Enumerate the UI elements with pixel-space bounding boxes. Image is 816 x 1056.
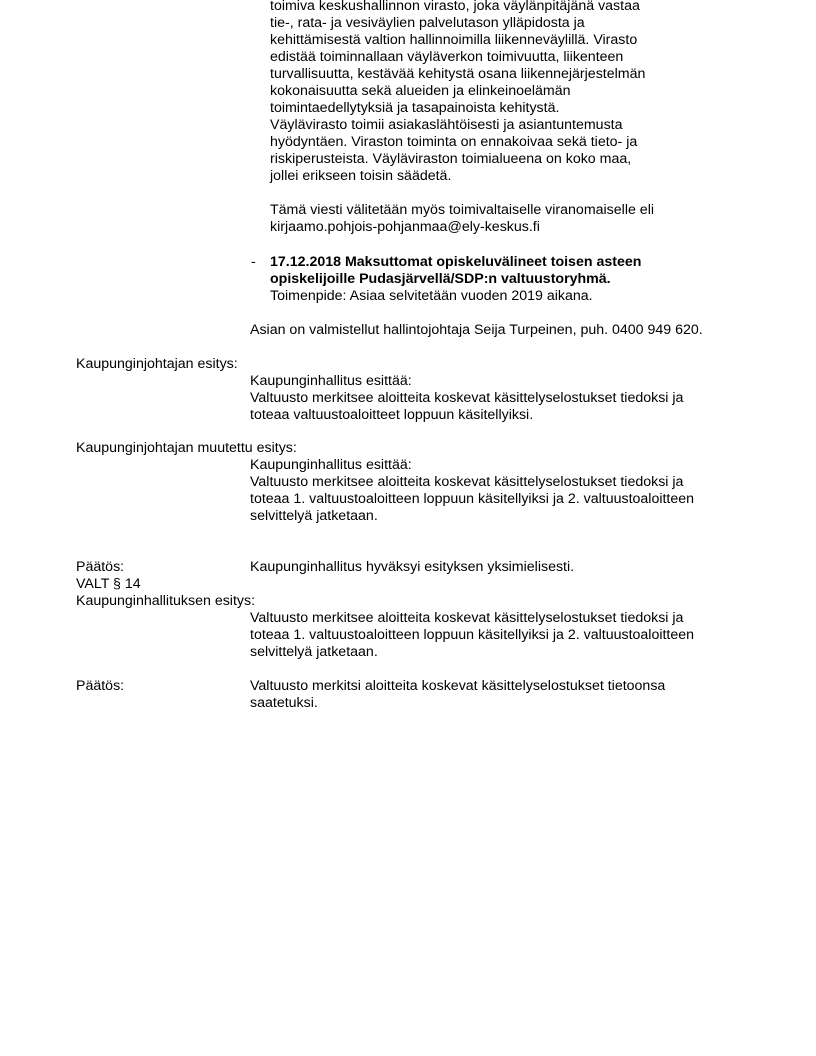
decision-label: Päätös: <box>76 678 125 694</box>
body-text-line: tie-, rata- ja vesiväylien palvelutason ylläpidosta ja <box>270 15 585 31</box>
body-text-line: toimiva keskushallinnon virasto, joka väylänpitäjänä vastaa <box>270 0 640 14</box>
proposal-text-line: Valtuusto merkitsee aloitteita koskevat käsittelyselostukset tiedoksi ja <box>250 610 684 626</box>
proposal-text-line: selvittelyä jatketaan. <box>250 644 378 660</box>
proposal-text-line: Kaupunginhallitus esittää: <box>250 373 412 389</box>
decision-text-line: saatetuksi. <box>250 695 318 711</box>
body-text-line: turvallisuutta, kestävää kehitystä osana liikennejärjestelmän <box>270 66 646 82</box>
body-text-line: toimintaedellytyksiä ja tasapainoista kehitystä. <box>270 100 560 116</box>
decision-label: Päätös: <box>76 559 125 575</box>
proposal-text-line: Kaupunginhallitus esittää: <box>250 457 412 473</box>
body-text-line: jollei erikseen toisin säädetä. <box>270 168 452 184</box>
item-title-line: 17.12.2018 Maksuttomat opiskeluvälineet toisen asteen <box>270 254 642 270</box>
proposal-text-line: Valtuusto merkitsee aloitteita koskevat käsittelyselostukset tiedoksi ja <box>250 390 684 406</box>
item-action: Toimenpide: Asiaa selvitetään vuoden 2019 aikana. <box>270 288 593 304</box>
proposal-label: Kaupunginjohtajan esitys: <box>76 356 238 372</box>
proposal-text-line: toteaa 1. valtuustoaloitteen loppuun käsitellyiksi ja 2. valtuustoaloitteen <box>250 491 695 507</box>
body-text-line: edistää toiminnallaan väyläverkon toimivuutta, liikenteen <box>270 49 624 65</box>
body-text-line: Väylävirasto toimii asiakaslähtöisesti ja asiantuntemusta <box>270 117 623 133</box>
body-text-line: Tämä viesti välitetään myös toimivaltaiselle viranomaiselle eli <box>270 202 654 218</box>
section-number: VALT § 14 <box>76 576 141 592</box>
body-text-line: kehittämisestä valtion hallinnoimilla liikenneväylillä. Virasto <box>270 32 638 48</box>
proposal-text-line: selvittelyä jatketaan. <box>250 508 378 524</box>
body-text-line: riskiperusteista. Väyläviraston toimialueena on koko maa, <box>270 151 632 167</box>
list-dash: - <box>251 254 256 270</box>
proposal-text-line: toteaa 1. valtuustoaloitteen loppuun käsitellyiksi ja 2. valtuustoaloitteen <box>250 627 695 643</box>
proposal-label: Kaupunginhallituksen esitys: <box>76 593 256 609</box>
proposal-label: Kaupunginjohtajan muutettu esitys: <box>76 440 297 456</box>
email-address: kirjaamo.pohjois-pohjanmaa@ely-keskus.fi <box>270 219 540 235</box>
decision-text: Kaupunginhallitus hyväksyi esityksen yksimielisesti. <box>250 559 575 575</box>
body-text-line: kokonaisuutta sekä alueiden ja elinkeinoelämän <box>270 83 571 99</box>
decision-text-line: Valtuusto merkitsi aloitteita koskevat käsittelyselostukset tietoonsa <box>250 678 666 694</box>
prepared-by: Asian on valmistellut hallintojohtaja Seija Turpeinen, puh. 0400 949 620. <box>250 322 703 338</box>
body-text-line: hyödyntäen. Viraston toiminta on ennakoivaa sekä tieto- ja <box>270 134 638 150</box>
item-title-line: opiskelijoille Pudasjärvellä/SDP:n valtuustoryhmä. <box>270 271 611 287</box>
proposal-text-line: toteaa valtuustoaloitteet loppuun käsitellyiksi. <box>250 407 534 423</box>
proposal-text-line: Valtuusto merkitsee aloitteita koskevat käsittelyselostukset tiedoksi ja <box>250 474 684 490</box>
